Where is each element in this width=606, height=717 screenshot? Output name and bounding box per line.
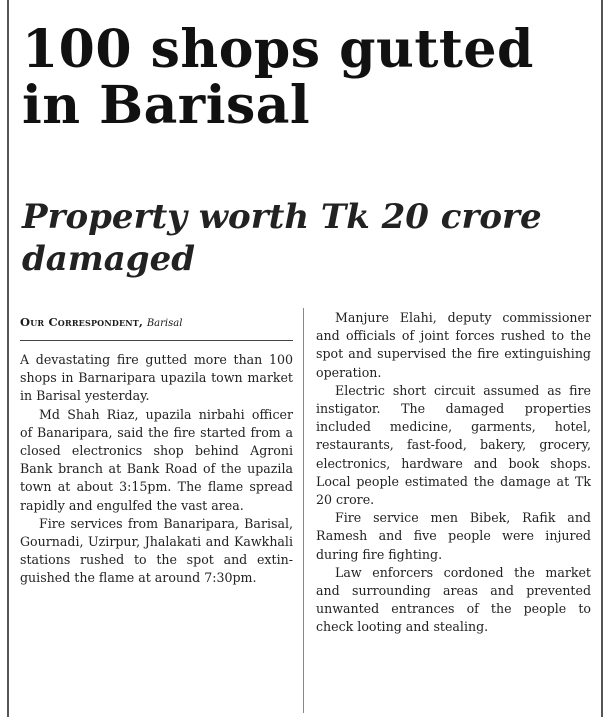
column-right xyxy=(316,309,591,637)
byline-name: Our Correspondent, xyxy=(20,315,144,329)
byline xyxy=(20,315,293,341)
subheadline: Property worth Tk 20 crore damaged xyxy=(22,197,542,279)
column-left xyxy=(20,351,293,588)
paragraph: Law enforcers cordoned the market and surrounding areas and prevented unwanted entrances of the people to check looting and stealing. xyxy=(316,564,591,635)
paragraph: Fire service men Bibek, Rafik and Ramesh and five people were injured during fire fighting. xyxy=(316,510,591,562)
paragraph: Manjure Elahi, deputy commissioner and officials of joint forces rushed to the spot and supervised the fire extinguishing operation. xyxy=(316,310,591,380)
byline-place: Barisal xyxy=(146,318,183,329)
paragraph: Md Shah Riaz, upazila nirbahi officer of Banaripara, said the fire started from a closed electronics shop behind Agroni Bank branch at Bank Road of the upazila town at about 3:15pm. The flame spread rapidly and engulfed the vast area. xyxy=(20,406,293,513)
headline: 100 shops gutted in Barisal xyxy=(22,19,534,136)
paragraph: A devastating fire gutted more than 100 shops in Barnaripara upazila town market in Barisal yesterday. xyxy=(20,352,293,404)
left-column-rule xyxy=(7,0,9,717)
paragraph: Electric short circuit assumed as fire instigator. The damaged properties included medicine, garments, hotel, restaurants, fast-food, bakery, grocery, electronics, hardware and book shops. Local people estimated the damage at Tk 20 crore. xyxy=(316,382,591,508)
column-divider xyxy=(303,308,304,713)
paragraph: Fire services from Banaripara, Barisal, Gournadi, Uzirpur, Jhalakati and Kawkhali stations rushed to the spot and extinguished the flame at around 7:30pm. xyxy=(20,515,293,586)
